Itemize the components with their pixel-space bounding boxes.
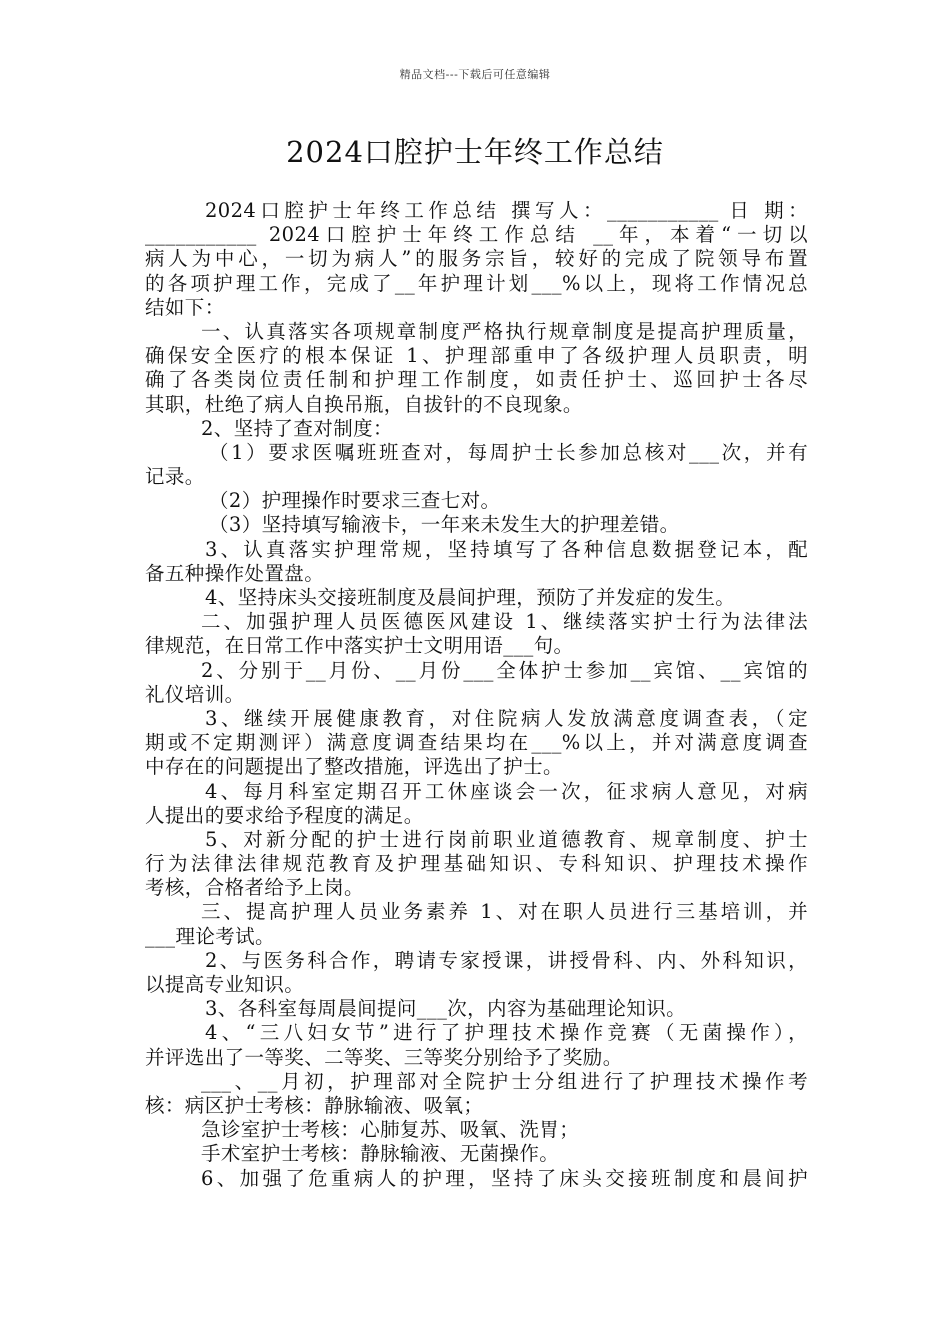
header-note: 精品文档---下载后可任意编辑: [399, 68, 551, 81]
body-line: 人提出的要求给予程度的满足。: [145, 803, 424, 827]
body-line: ___________ 2024口腔护士年终工作总结 __年，本着“一切以: [145, 223, 808, 247]
document-body: [145, 199, 808, 1191]
body-line: 考核，合格者给予上岗。: [145, 876, 364, 900]
body-line: 其职，杜绝了病人自换吊瓶，自拔针的不良现象。: [145, 392, 583, 416]
body-line: ___理论考试。: [145, 924, 275, 948]
body-line: 病人为中心，一切为病人”的服务宗旨，较好的完成了院领导布置: [145, 247, 808, 271]
body-line: 律规范，在日常工作中落实护士文明用语___句。: [145, 634, 574, 658]
body-line: ___、__月初，护理部对全院护士分组进行了护理技术操作考: [201, 1069, 808, 1093]
body-line: 记录。: [145, 465, 205, 489]
body-line: 6、加强了危重病人的护理，坚持了床头交接班制度和晨间护: [201, 1166, 808, 1190]
body-line: 核：病区护士考核：静脉输液、吸氧；: [145, 1093, 484, 1117]
body-line: 急诊室护士考核：心肺复苏、吸氧、洗胃；: [201, 1118, 580, 1142]
body-line: 手术室护士考核：静脉输液、无菌操作。: [201, 1142, 560, 1166]
body-line: 4、“三八妇女节”进行了护理技术操作竞赛（无菌操作），: [205, 1021, 808, 1045]
body-line: 确保安全医疗的根本保证 1、护理部重申了各级护理人员职责，明: [145, 344, 808, 368]
body-line: 以提高专业知识。: [145, 973, 305, 996]
body-line: 确了各类岗位责任制和护理工作制度，如责任护士、巡回护士各尽: [145, 368, 808, 392]
body-line: 二、加强护理人员医德医风建设 1、继续落实护士行为法律法: [201, 610, 808, 634]
body-line: 2、分别于__月份、__月份___全体护士参加__宾馆、__宾馆的: [201, 658, 808, 682]
body-line: 期或不定期测评）满意度调查结果均在___%以上，并对满意度调查: [145, 731, 808, 755]
body-line: （3）坚持填写输液卡，一年来未发生大的护理差错。: [209, 513, 680, 537]
body-line: 备五种操作处置盘。: [145, 561, 325, 585]
body-line: 4、每月科室定期召开工休座谈会一次，征求病人意见，对病: [205, 779, 808, 803]
body-line: 一、认真落实各项规章制度严格执行规章制度是提高护理质量，: [201, 319, 808, 343]
body-line: 3、各科室每周晨间提问___次，内容为基础理论知识。: [205, 997, 687, 1021]
body-line: 5、对新分配的护士进行岗前职业道德教育、规章制度、护士: [205, 827, 808, 851]
body-line: （2）护理操作时要求三查七对。: [209, 489, 501, 513]
body-line: 中存在的问题提出了整改措施，评选出了护士。: [145, 755, 563, 779]
body-line: 行为法律法律规范教育及护理基础知识、专科知识、护理技术操作: [145, 852, 808, 876]
body-line: 4、坚持床头交接班制度及晨间护理，预防了并发症的发生。: [205, 586, 736, 609]
body-line: 三、提高护理人员业务素养 1、对在职人员进行三基培训，并: [201, 900, 808, 924]
body-line: 的各项护理工作，完成了__年护理计划___%以上，现将工作情况总: [145, 271, 808, 295]
body-line: 并评选出了一等奖、二等奖、三等奖分别给予了奖励。: [145, 1045, 623, 1069]
document-title: 2024口腔护士年终工作总结: [286, 135, 664, 169]
body-line: 2024口腔护士年终工作总结 撰写人：___________ 日 期：: [205, 199, 808, 222]
body-line: 礼仪培训。: [145, 682, 245, 706]
body-line: 2、与医务科合作，聘请专家授课，讲授骨科、内、外科知识，: [205, 948, 808, 972]
body-line: 3、认真落实护理常规，坚持填写了各种信息数据登记本，配: [205, 537, 808, 561]
body-line: 3、继续开展健康教育，对住院病人发放满意度调查表，（定: [205, 706, 808, 730]
body-line: 结如下：: [145, 295, 225, 319]
body-line: 2、坚持了查对制度：: [201, 416, 393, 440]
body-line: （1）要求医嘱班班查对，每周护士长参加总核对___次，并有: [209, 440, 808, 464]
